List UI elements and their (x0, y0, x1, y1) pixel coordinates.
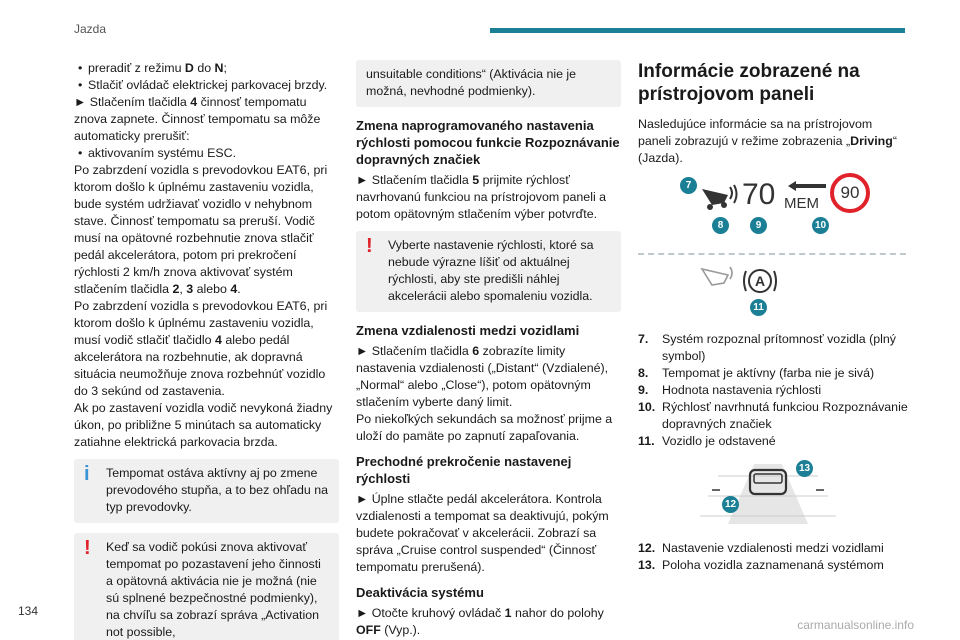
paragraph: Po zabrzdení vozidla s prevodovkou EAT6, pri ktorom došlo k úplnému zastaveniu vozidla, musí vodič stlačiť tlačidlo 4 alebo pedál akcelerátora na rozbehnutie, ak dopravná situácia neumožňuje znova rozbehnúť vozidlo do 3 sekúnd od zastavenia. (74, 299, 328, 398)
paragraph: ► Stlačením tlačidla 5 prijmite rýchlosť navrhovanú funkciou na prístrojovom paneli a potom opätovným stlačením výber potvrďte. (356, 173, 607, 221)
legend-list (638, 331, 908, 450)
info-icon: i (84, 463, 90, 485)
warning-box-continued: unsuitable conditions“ (Aktivácia nie je možná, nevhodné podmienky). (356, 60, 621, 107)
column-1 (74, 60, 339, 640)
bullet-item: • Stlačiť ovládač elektrickej parkovacej brzdy. (74, 77, 339, 94)
mem-label: MEM (784, 195, 819, 212)
info-box: i Tempomat ostáva aktívny aj po zmene prevodového stupňa, a to bez ohľadu na typ prevodovky. (74, 459, 339, 523)
paragraph: Po zabrzdení vozidla s prevodovkou EAT6, pri ktorom došlo k úplnému zastaveniu vozidla, bude systém udržiavať vozidlo v nehybnom stave. Činnosť tempomatu sa preruší. Vodič musí na opätovné rozbehnutie znova stlačiť pedál akcelerátora, potom pri prekročení rýchlosti 2 km/h znova aktivovať systém stlačením tlačidla 2, 3 alebo 4. (74, 163, 328, 296)
callout-badge: 8 (712, 217, 729, 234)
heading-distance: Zmena vzdialenosti medzi vozidlami (356, 323, 580, 338)
column-3 (638, 60, 908, 574)
paragraph: Nasledujúce informácie sa na prístrojovom paneli zobrazujú v režime zobrazenia „Driving“ (Jazda). (638, 117, 897, 165)
road-lane-graphic (698, 462, 838, 526)
speed-limit-sign: 90 (830, 173, 870, 213)
warning-icon: ! (84, 537, 91, 559)
heading-deactivation: Deaktivácia systému (356, 585, 484, 600)
distance-display (638, 460, 908, 530)
paragraph: ► Úplne stlačte pedál akcelerátora. Kontrola vzdialenosti a tempomat sa deaktivujú, pokým budete pokračovať v akcelerácii. Zobrazí sa správa „Cruise control suspended“ (Činnosť tempomatu prerušená). (356, 492, 609, 574)
callout-badge: 9 (750, 217, 767, 234)
list-item: 13. Poloha vozidla zaznamenaná systémom (638, 558, 884, 572)
list-item: 8. Tempomat je aktívny (farba nie je sivá) (638, 366, 875, 380)
list-item: 10. Rýchlosť navrhnutá funkciou Rozpoznávanie dopravných značiek (638, 400, 908, 431)
list-item: 12. Nastavenie vzdialenosti medzi vozidlami (638, 541, 884, 555)
set-speed-value: 70 (742, 178, 776, 211)
page-number: 134 (18, 604, 39, 618)
list-item: 9. Hodnota nastavenia rýchlosti (638, 383, 822, 397)
divider-dashed (638, 253, 906, 255)
legend-list-2 (638, 540, 908, 574)
paragraph: ► Stlačením tlačidla 6 zobrazíte limity nastavenia vzdialenosti („Distant“ (Vzdialené), „Normal“ alebo „Close“), potom opätovným stlačením vyberte daný limit. (356, 344, 609, 409)
auto-hold-icon (742, 263, 778, 299)
section-label: Jazda (74, 22, 107, 36)
paragraph: Ak po zastavení vozidla vodič nevykoná žiadny úkon, po približne 5 minútach sa automaticky zatiahne elektrická parkovacia brzda. (74, 401, 333, 449)
vehicle-detected-icon (696, 183, 738, 215)
callout-badge: 10 (812, 217, 829, 234)
column-2 (356, 60, 621, 639)
watermark: carmanualsonline.info (797, 618, 914, 632)
warning-box: ! Vyberte nastavenie rýchlosti, ktoré sa nebude výrazne líšiť od aktuálnej rýchlosti, aby ste predišli náhlej akcelerácii alebo spomaleniu vozidla. (356, 231, 621, 312)
callout-badge: 7 (680, 177, 697, 194)
paragraph: ► Otočte kruhový ovládač 1 nahor do polohy OFF (Vyp.). (356, 606, 604, 637)
callout-badge: 13 (796, 460, 813, 477)
warning-icon: ! (366, 235, 373, 257)
arrow-left-icon (786, 179, 828, 193)
callout-badge: 12 (722, 496, 739, 513)
list-item: 11. Vozidlo je odstavené (638, 434, 776, 448)
section-title: Informácie zobrazené na prístrojovom paneli (638, 61, 860, 105)
header-accent-bar (490, 28, 905, 33)
vehicle-outline-icon (696, 263, 738, 295)
paragraph: ► Stlačením tlačidla 4 činnosť tempomatu znova zapnete. Činnosť tempomatu sa môže automaticky prerušiť: (74, 95, 321, 143)
cluster-display-stopped (638, 263, 908, 323)
cluster-display-driving (638, 173, 908, 243)
svg-text:A: A (754, 273, 766, 289)
heading-reprogram-speed: Zmena naprogramovaného nastavenia rýchlosti pomocou funkcie Rozpoznávanie dopravných značiek (356, 118, 620, 167)
list-item: 7. Systém rozpoznal prítomnosť vozidla (plný symbol) (638, 332, 896, 363)
warning-box: ! Keď sa vodič pokúsi znova aktivovať tempomat po pozastavení jeho činnosti a opätovná aktivácia nie je možná (nie sú splnené bezpečnostné podmienky), na chvíľu sa zobrazí správa „Activation not possible, (74, 533, 339, 640)
paragraph: Po niekoľkých sekundách sa možnosť prijme a uloží do pamäte po zapnutí zapaľovania. (356, 412, 613, 443)
bullet-item: • aktivovaním systému ESC. (74, 145, 339, 162)
heading-override: Prechodné prekročenie nastavenej rýchlosti (356, 454, 572, 486)
bullet-item: • preradiť z režimu D do N; (74, 60, 339, 77)
callout-badge: 11 (750, 299, 767, 316)
